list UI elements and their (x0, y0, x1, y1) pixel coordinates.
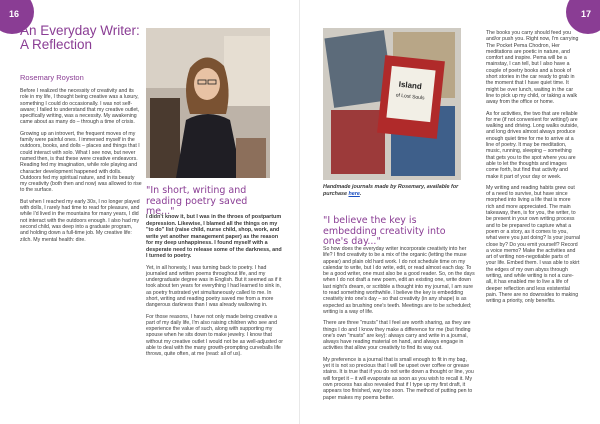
column-4 (486, 30, 580, 309)
paragraph: Yet, in all honesty, I was turning back to poetry. I had journaled and written poems throughout life, and my undergraduate degree was in English. But it seemed as if it took about ten years for everything I had learned to sink in, as poetry frustrated yet simultaneously called to me. In short, writing and reading poetry saved me from a more dangerous darkness than I was already wallowing in. (146, 264, 282, 309)
paragraph: My preference is a journal that is small enough to fit in my bag, yet it is not so precious that I will be upset over coffee or grease stains. It is true that if you do not write down a thought or line, you will forget it – it will evaporate as soon as you wish to recall it. My own process has also revealed that if I type up my first draft, it appears too finished, way too soon. The method of putting pen to paper makes my poems better. (323, 356, 474, 401)
author-photo-illustration (146, 28, 270, 178)
paragraph: For those reasons, I have not only made being creative a part of my daily life, I'm also raising children who see and experience the value of such, along with supporting my spouse when he sits down to make jewelry. I know that without my creative outlet I would not be as well-adjusted or able to deal with the many growth-prompting curveballs life throws, quite often, at me (read: all of us). (146, 313, 283, 358)
column-3 (323, 246, 475, 406)
paragraph: My writing and reading habits grew out of a need to survive, but have since morphed into living a life that is more rich and more appreciated. The main takeaway, then, is for you, the writer, to be present in your own writing process and to be prepared to capture what a poem or a story, as it comes to you, what were you just doing? Is your journal close by? Do you emit yourself? Record a voice memo? Make the activities and art of writing non-negotiable parts of your life. Embed them. I was able to skirt the edges of my own abyss through writing, and while writing is not a cure-all, it has enabled me to live a life of deeper reflection and less existential pain. There are no downsides to making writing a priority, only benefits. (486, 184, 581, 305)
purchase-link[interactable]: here (348, 190, 360, 197)
paragraph: As for activities, the two that are reliable for me (if not convenient for writing!) are walking and driving. Long walks outside, and long drives almost always produce enough quiet time for me to arrive at a line of poetry. It may be meditation, music, running, sleeping – something that gets you to the spot where you are able to let the thoughts and images come forth, but find that activity and make it part of your day or week. (486, 110, 579, 180)
paragraph: So how does the everyday writer incorporate creativity into her life? I find creativity to be a mix of the organic (letting the muse appear) and plain old hard work. I do not schedule time on my calendar to write, but I do write, edit, or read almost each day. To be a good writer, one must also be a good reader. So, on the days when I do not draft a new poem, edit an existing one, write down last night's dream, or scribble a thought into my journal, I am sure to read something worthwhile. I believe the key is embedding creativity into one's day – so that creativity (in any shape) is as expected as brushing one's teeth. Meetings are to be scheduled; writing is a way of life. (323, 246, 475, 315)
page-gutter (299, 0, 300, 424)
paragraph: The books you carry should feed you and/or push you. Right now, I'm carrying The Pocket Pema Chodron, Her meditations are poetic in nature, and comfort and inspire. Pema will be a mainstay, I can tell, but I also have a couple of poetry books and a book of short stories in the car ready to grab in the moment that I have quiet time. It might be over lunch, waiting in the car line to pick up my child, or taking a walk away from the office or home. (486, 30, 579, 106)
column-1 (20, 88, 142, 248)
author-photo (146, 28, 270, 178)
journals-photo (323, 28, 461, 180)
paragraph: Growing up an introvert, the frequent moves of my family were painful ones. I immersed myself in the outdoors, books, and dolls – places and things that I could interact with solo. What I see now, but never named then, is that these were creative endeavors. Reading fed my imagination, while role playing and character development happened with dolls. Outdoors fed my spiritual nature, and in its beauty my creativity (both then and now) was allowed to rise to the surface. (20, 130, 142, 194)
journal-cover-subtitle: of Lost Souls (395, 92, 425, 102)
page-number-right: 17 (566, 0, 600, 34)
caption-text: Handmade journals made by Rosemary, available for purchase (323, 184, 459, 197)
paragraph: Before I realized the necessity of creativity and its role in my life, I thought being creative was a luxury, something I could do occasionally. I was not self-aware; I failed to understand that my creative outlet, specifically writing, was a necessity. My awakening came about as many do – through a time of crisis. (20, 88, 140, 126)
caption-end: . (359, 190, 362, 197)
article-title: An Everyday Writer: A Reflection (20, 23, 140, 52)
paragraph: There are three "musts" that I feel are worth sharing, as they are things I do and I know they make a difference for me (but finding one's own "musts" are key): always carry and write in a journal, always have reading material on hand, and always engage in activities that allow your creativity to find its way out. (323, 320, 471, 352)
page-number-left: 16 (0, 0, 34, 34)
pull-quote-1: "In short, writing and reading poetry saved me..." (146, 185, 248, 217)
paragraph: But when I reached my early 30s, I no longer played with dolls, I rarely had time to read for pleasure, and while I'd lived in the mountains for many years, I did not interact with the outdoors enough. I also had my second child, was deep into a graduate program, and holding down a full-time job. My creative life: zilch. My mental health: dire. (20, 198, 140, 243)
byline: Rosemary Royston (20, 73, 84, 82)
intro-paragraph: I didn't know it, but I was in the throes of postpartum depression. Likewise, I blamed all the things on my "to do" list (raise child, nurse child, shop, work, and write yet another management paper) as the reason for my deep unhappiness. I found myself with a desperate need to release some of the darkness, and I turned to poetry. (146, 214, 282, 259)
photo-caption (323, 184, 473, 197)
journal-cover-title: Island (398, 79, 423, 92)
pull-quote-2: "I believe the key is embedding creativity into one's day..." (323, 215, 446, 247)
column-2 (146, 214, 284, 363)
journals-photo-illustration (323, 28, 461, 180)
